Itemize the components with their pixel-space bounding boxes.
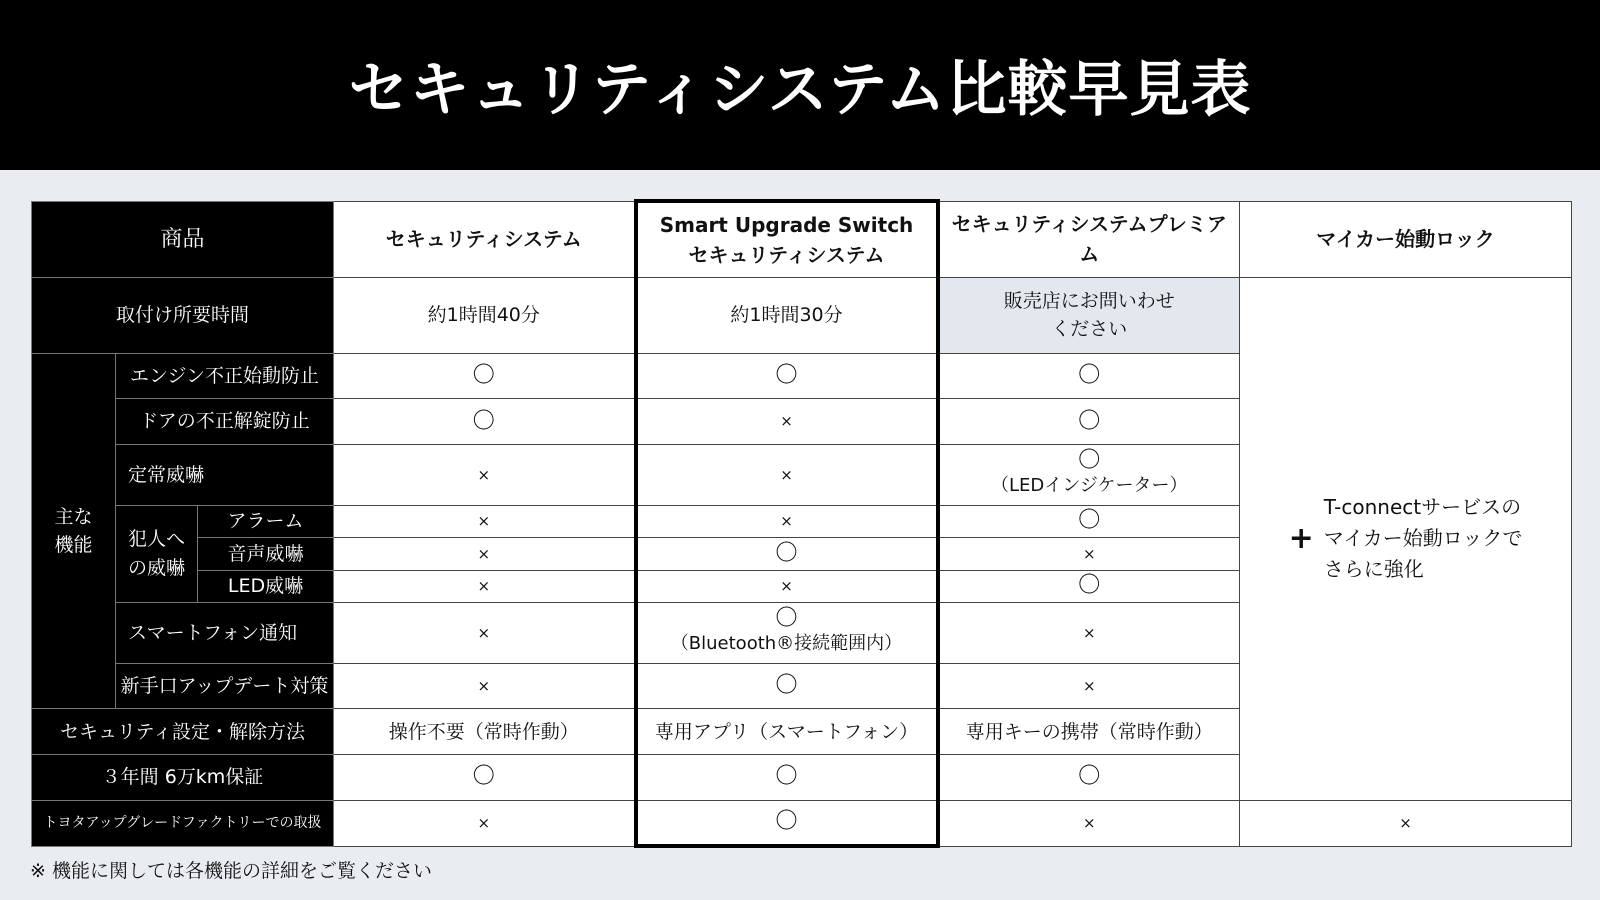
door-col2: ×	[636, 399, 938, 445]
led-col1: ×	[334, 570, 636, 602]
engine-col3: 〇	[938, 353, 1240, 399]
row-label-engine: エンジン不正始動防止	[116, 353, 334, 399]
constant-col2: ×	[636, 444, 938, 505]
row-label-new-method: 新手口アップデート対策	[116, 663, 334, 709]
constant-col3-mark: 〇	[1078, 448, 1101, 474]
install-time-col3	[938, 277, 1240, 353]
row-label-setting-method: セキュリティ設定・解除方法	[32, 709, 334, 755]
factory-col4: ×	[1240, 800, 1572, 846]
table-row-factory	[32, 800, 1572, 846]
intruder-label-line2: の威嚇	[127, 556, 185, 579]
voice-col2: 〇	[636, 538, 938, 570]
header-security-system-premium: セキュリティシステムプレミアム	[938, 201, 1240, 277]
install-time-col2: 約1時間30分	[636, 277, 938, 353]
engine-col1: 〇	[334, 353, 636, 399]
setting-col1: 操作不要（常時作動）	[334, 709, 636, 755]
voice-col3: ×	[938, 538, 1240, 570]
smartphone-col3: ×	[938, 603, 1240, 664]
engine-col2: 〇	[636, 353, 938, 399]
mycar-note-line2: マイカー始動ロックで	[1323, 526, 1523, 551]
header-col2-line2: セキュリティシステム	[688, 242, 885, 267]
main-features-label-line1: 主な	[54, 505, 93, 528]
factory-col2: 〇	[636, 800, 938, 846]
title-banner	[0, 0, 1600, 170]
warranty-col3: 〇	[938, 755, 1240, 801]
led-col3: 〇	[938, 570, 1240, 602]
intruder-threat-label	[116, 505, 198, 602]
newmethod-col3: ×	[938, 663, 1240, 709]
newmethod-col2: 〇	[636, 663, 938, 709]
row-label-voice: 音声威嚇	[198, 538, 334, 570]
header-smart-upgrade-switch	[636, 201, 938, 277]
install-time-col3-line2: ください	[1051, 318, 1128, 341]
comparison-table-wrapper	[31, 199, 1571, 848]
row-label-warranty: ３年間 6万km保証	[32, 755, 334, 801]
plus-icon: +	[1288, 521, 1314, 557]
constant-col3	[938, 444, 1240, 505]
row-label-smartphone: スマートフォン通知	[116, 603, 334, 664]
setting-col3: 専用キーの携帯（常時作動）	[938, 709, 1240, 755]
row-label-alarm: アラーム	[198, 505, 334, 537]
row-label-constant-threat: 定常威嚇	[116, 444, 334, 505]
row-label-factory: トヨタアップグレードファクトリーでの取扱	[32, 800, 334, 846]
page-title: セキュリティシステム比較早見表	[348, 55, 1252, 125]
product-header-cell: 商品	[32, 201, 334, 277]
row-label-door: ドアの不正解錠防止	[116, 399, 334, 445]
comparison-table	[31, 199, 1572, 848]
install-time-col3-line1: 販売店にお問いわせ	[1003, 289, 1175, 312]
row-label-install-time: 取付け所要時間	[32, 277, 334, 353]
setting-col2: 専用アプリ（スマートフォン）	[636, 709, 938, 755]
mycar-note-line3: さらに強化	[1323, 557, 1424, 582]
smartphone-col1: ×	[334, 603, 636, 664]
constant-col1: ×	[334, 444, 636, 505]
smartphone-col2	[636, 603, 938, 664]
main-features-label	[32, 353, 116, 709]
header-security-system: セキュリティシステム	[334, 201, 636, 277]
warranty-col2: 〇	[636, 755, 938, 801]
factory-col1: ×	[334, 800, 636, 846]
alarm-col2: ×	[636, 505, 938, 537]
smartphone-col2-mark: 〇	[775, 606, 798, 632]
header-col2-line1: Smart Upgrade Switch	[659, 212, 914, 237]
voice-col1: ×	[334, 538, 636, 570]
factory-col3: ×	[938, 800, 1240, 846]
alarm-col3: 〇	[938, 505, 1240, 537]
mycar-start-lock-text	[1324, 492, 1523, 585]
mycar-start-lock-merged-cell	[1240, 277, 1572, 800]
warranty-col1: 〇	[334, 755, 636, 801]
footnote: ※ 機能に関しては各機能の詳細をご覧ください	[30, 860, 432, 882]
table-header-row	[32, 201, 1572, 277]
newmethod-col1: ×	[334, 663, 636, 709]
row-label-led: LED威嚇	[198, 570, 334, 602]
header-mycar-start-lock: マイカー始動ロック	[1240, 201, 1572, 277]
install-time-col1: 約1時間40分	[334, 277, 636, 353]
main-features-label-line2: 機能	[54, 534, 93, 557]
alarm-col1: ×	[334, 505, 636, 537]
intruder-label-line1: 犯人へ	[127, 528, 185, 551]
mycar-note-line1: T-connectサービスの	[1323, 495, 1522, 520]
mycar-start-lock-note	[1244, 492, 1567, 585]
smartphone-col2-note: （Bluetooth®接続範囲内）	[670, 633, 903, 655]
constant-col3-note: （LEDインジケーター）	[991, 475, 1188, 497]
table-row-install-time	[32, 277, 1572, 353]
door-col1: 〇	[334, 399, 636, 445]
led-col2: ×	[636, 570, 938, 602]
door-col3: 〇	[938, 399, 1240, 445]
